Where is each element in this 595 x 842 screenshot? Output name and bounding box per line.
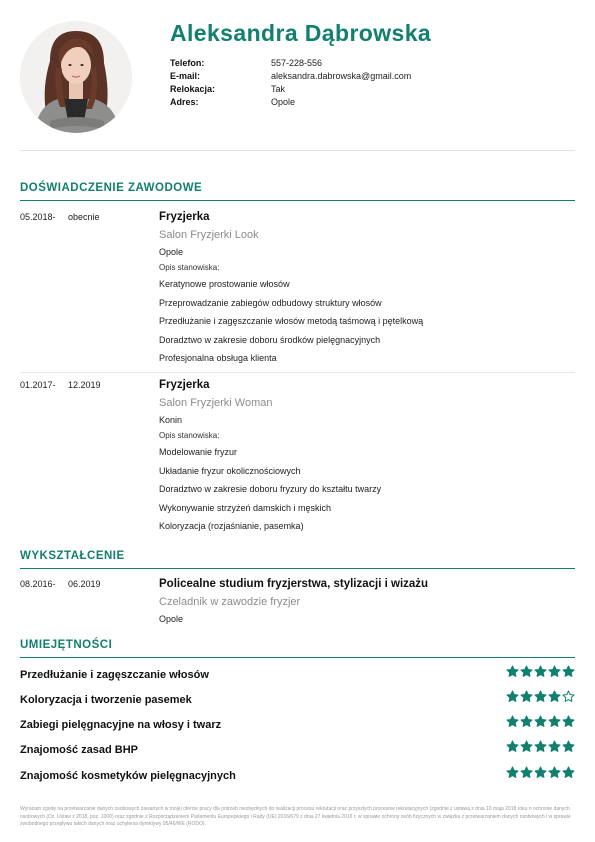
entry-body: [159, 575, 575, 627]
date-from: 08.2016-: [20, 579, 56, 589]
phone-value: 557-228-556: [271, 58, 323, 68]
skill-rating: [506, 715, 575, 728]
star-filled-icon: [534, 665, 547, 678]
contact-label: Adres:: [170, 97, 199, 107]
skill-row: [20, 766, 575, 790]
star-filled-icon: [506, 715, 519, 728]
duty-item: Profesjonalna obsługa klienta: [159, 353, 277, 364]
star-filled-icon: [548, 715, 561, 728]
contact-row-email: [170, 70, 411, 83]
experience-entry: [20, 376, 575, 540]
duty-item: Doradztwo w zakresie doboru środków pielęgnacyjnych: [159, 334, 381, 345]
profile-photo: [20, 21, 132, 133]
contact-row-phone: [170, 57, 411, 70]
star-filled-icon: [506, 766, 519, 779]
entry-dates: [20, 579, 101, 589]
email-value: aleksandra.dabrowska@gmail.com: [271, 71, 412, 81]
education-section-title: WYKSZTAŁCENIE: [20, 550, 125, 562]
star-filled-icon: [534, 715, 547, 728]
skill-rating: [506, 766, 575, 779]
experience-entry: [20, 208, 575, 372]
star-filled-icon: [520, 715, 533, 728]
entry-dates: [20, 212, 100, 222]
contact-label: Telefon:: [170, 58, 205, 68]
star-filled-icon: [506, 690, 519, 703]
star-filled-icon: [520, 690, 533, 703]
duty-item: Modelowanie fryzur: [159, 447, 238, 457]
experience-section-rule: [20, 200, 575, 201]
job-city: Konin: [159, 415, 183, 425]
contact-label: Relokacja:: [170, 84, 216, 94]
school-name: Policealne studium fryzjerstwa, stylizacji i wizażu: [159, 578, 429, 590]
date-to: 12.2019: [68, 380, 101, 390]
skill-name: Zabiegi pielęgnacyjne na włosy i twarz: [20, 719, 222, 731]
contact-row-relocation: [170, 83, 411, 96]
skill-row: [20, 715, 575, 739]
star-filled-icon: [562, 766, 575, 779]
description-label: Opis stanowiska:: [159, 431, 220, 440]
date-to: 06.2019: [68, 579, 101, 589]
experience-section-title: DOŚWIADCZENIE ZAWODOWE: [20, 182, 203, 194]
contact-details: [170, 57, 411, 109]
date-to: obecnie: [68, 212, 100, 222]
company-name: Salon Fryzjerki Woman: [159, 397, 273, 409]
duty-item: Przeprowadzanie zabiegów odbudowy struktury włosów: [159, 297, 382, 308]
contact-row-address: [170, 96, 411, 109]
date-from: 01.2017-: [20, 380, 56, 390]
duty-item: Wykonywanie strzyżeń damskich i męskich: [159, 502, 331, 513]
header-divider: [20, 150, 575, 151]
star-filled-icon: [520, 740, 533, 753]
cv-header: [0, 0, 595, 152]
star-filled-icon: [548, 740, 561, 753]
star-filled-icon: [520, 766, 533, 779]
entry-body: [159, 208, 575, 368]
skill-rating: [506, 740, 575, 753]
description-label: Opis stanowiska:: [159, 263, 220, 272]
job-city: Opole: [159, 247, 184, 257]
education-entry: [20, 575, 575, 631]
skill-row: [20, 665, 575, 689]
skills-section-rule: [20, 657, 575, 658]
job-position: Fryzjerka: [159, 379, 210, 391]
duty-item: Układanie fryzur okolicznościowych: [159, 465, 301, 476]
star-filled-icon: [562, 715, 575, 728]
skills-section-title: UMIEJĘTNOŚCI: [20, 639, 113, 651]
skill-name: Znajomość zasad BHP: [20, 744, 138, 756]
entry-divider: [20, 372, 575, 373]
relocation-value: Tak: [271, 84, 286, 94]
skill-rating: [506, 665, 575, 678]
skill-name: Koloryzacja i tworzenie pasemek: [20, 694, 192, 706]
skill-row: [20, 740, 575, 764]
entry-body: [159, 376, 575, 536]
skill-rating: [506, 690, 575, 703]
skill-row: [20, 690, 575, 714]
education-section-rule: [20, 568, 575, 569]
star-filled-icon: [534, 766, 547, 779]
candidate-name: Aleksandra Dąbrowska: [170, 20, 432, 46]
star-filled-icon: [548, 766, 561, 779]
date-from: 05.2018-: [20, 212, 56, 222]
star-empty-icon: [562, 690, 575, 703]
entry-dates: [20, 380, 101, 390]
star-filled-icon: [506, 665, 519, 678]
job-position: Fryzjerka: [159, 211, 210, 223]
star-filled-icon: [534, 740, 547, 753]
star-filled-icon: [562, 665, 575, 678]
duty-item: Keratynowe prostowanie włosów: [159, 279, 290, 289]
star-filled-icon: [562, 740, 575, 753]
field-of-study: Czeladnik w zawodzie fryzjer: [159, 596, 301, 608]
star-filled-icon: [534, 690, 547, 703]
skill-name: Przedłużanie i zagęszczanie włosów: [20, 669, 209, 681]
star-filled-icon: [506, 740, 519, 753]
duty-item: Przedłużanie i zagęszczanie włosów metodą taśmową i pętelkową: [159, 316, 424, 327]
school-city: Opole: [159, 614, 184, 624]
star-filled-icon: [520, 665, 533, 678]
star-filled-icon: [548, 690, 561, 703]
duty-item: Koloryzacja (rozjaśnianie, pasemka): [159, 521, 304, 532]
duty-item: Doradztwo w zakresie doboru fryzury do kształtu twarzy: [159, 484, 382, 495]
star-filled-icon: [548, 665, 561, 678]
address-value: Opole: [271, 97, 296, 107]
company-name: Salon Fryzjerki Look: [159, 229, 259, 241]
profile-photo-illustration: [20, 21, 132, 133]
contact-label: E-mail:: [170, 71, 201, 81]
skill-name: Znajomość kosmetyków pielęgnacyjnych: [20, 770, 236, 782]
gdpr-consent-clause: Wyrażam zgodę na przetwarzanie danych osobowych zawartych w mojej ofercie pracy dla potrzeb niezbędnych do realizacji procesu rekrutacji oraz przyszłych procesów rekrutacyjnych (zgodnie z ustawą z dnia 10 maja 2018 roku o ochronie danych osobowych (Dz. Ustaw z 2018, poz. 1000) oraz zgodnie z Rozporządzeniem Parlamentu Europejskiego i Rady (UE) 2016/679 z dnia 27 kwietnia 2016 r. w sprawie ochrony osób fizycznych w związku z przetwarzaniem danych osobowych i w sprawie swobodnego przepływu takich danych oraz uchylenia dyrektywy 95/46/WE (RODO).: [20, 806, 571, 827]
